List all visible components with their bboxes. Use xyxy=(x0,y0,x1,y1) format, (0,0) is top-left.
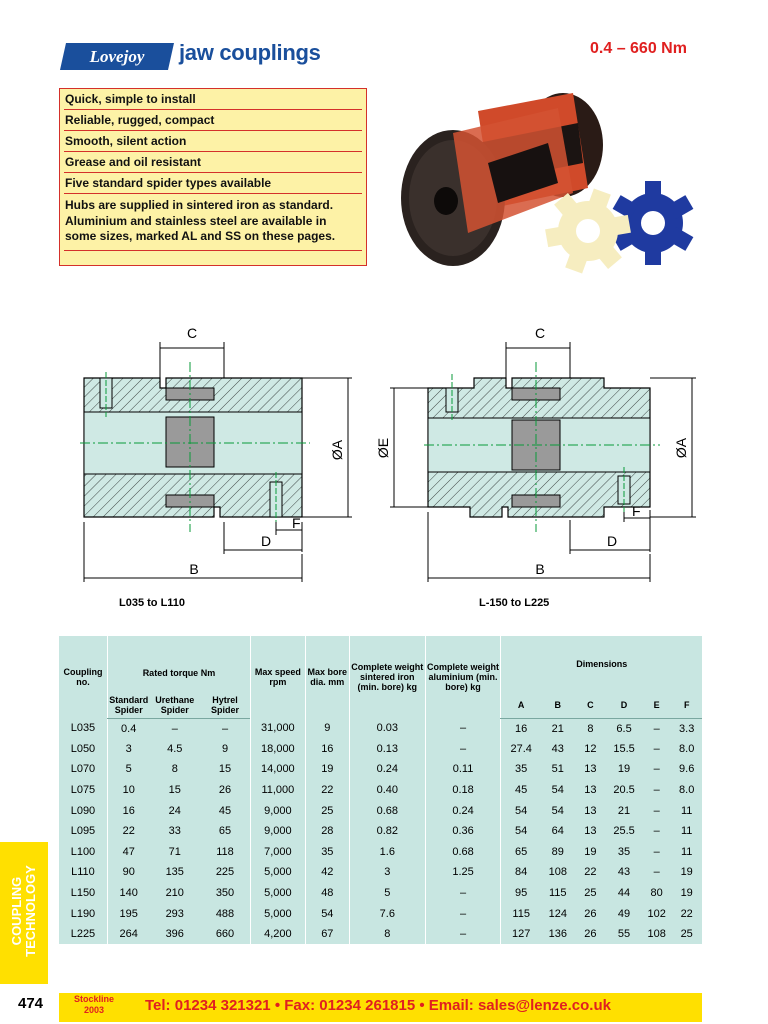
drawing-caption-right: L-150 to L225 xyxy=(479,597,550,609)
table-cell: 24 xyxy=(168,804,181,817)
table-cell: 9,000 xyxy=(251,800,306,821)
table-cell: L090 xyxy=(70,804,96,817)
table-cell: 45 xyxy=(501,780,541,801)
table-cell: 19 xyxy=(584,845,597,858)
drawing-l150-l225 xyxy=(375,322,710,584)
table-cell: 19 xyxy=(305,759,349,780)
torque-range: 0.4 – 660 Nm xyxy=(590,40,687,57)
table-cell: 21 xyxy=(551,722,564,735)
table-cell: 51 xyxy=(551,763,564,776)
table-cell: 4,200 xyxy=(251,924,306,945)
table-cell: 80 xyxy=(650,887,663,900)
table-cell: 1.25 xyxy=(425,862,501,883)
table-cell: 16 xyxy=(501,718,541,739)
dim-d-label: D xyxy=(606,533,618,549)
dim-f-label: F xyxy=(632,503,641,519)
table-cell: – xyxy=(425,739,501,760)
table-cell: 3.3 xyxy=(679,722,695,735)
table-cell: 27.4 xyxy=(501,739,541,760)
table-cell: 25.5 xyxy=(613,825,635,838)
table-row xyxy=(59,862,702,883)
table-cell: 31,000 xyxy=(251,718,306,739)
table-cell: 0.24 xyxy=(425,800,501,821)
table-cell: 3 xyxy=(349,862,425,883)
table-cell: 47 xyxy=(107,842,149,863)
col-header: E xyxy=(642,692,671,718)
table-cell: 108 xyxy=(647,928,666,941)
table-cell: 67 xyxy=(305,924,349,945)
table-cell: 13 xyxy=(584,784,597,797)
table-cell: 54 xyxy=(551,804,564,817)
col-header: D xyxy=(606,692,642,718)
table-cell: 33 xyxy=(168,825,181,838)
table-cell: 0.68 xyxy=(349,800,425,821)
table-cell: 16 xyxy=(107,800,149,821)
feature-list xyxy=(59,88,367,266)
table-cell: – xyxy=(425,924,501,945)
table-cell: – xyxy=(653,845,660,858)
table-cell: 8 xyxy=(349,924,425,945)
table-cell: – xyxy=(653,866,660,879)
table-cell: 44 xyxy=(617,887,631,900)
dim-f-label: F xyxy=(292,515,301,531)
col-header: Rated torque Nm xyxy=(107,636,250,692)
table-cell: 8 xyxy=(587,722,594,735)
table-cell: 35 xyxy=(617,845,631,858)
table-cell: 195 xyxy=(107,903,149,924)
table-cell: 140 xyxy=(107,883,149,904)
table-row xyxy=(59,821,702,842)
col-header: Max bore dia. mm xyxy=(305,636,349,718)
table-cell: 15 xyxy=(168,784,181,797)
table-cell: 54 xyxy=(501,800,541,821)
table-cell: 28 xyxy=(305,821,349,842)
table-cell: 264 xyxy=(107,924,149,945)
table-cell: 19 xyxy=(680,887,693,900)
col-header: A xyxy=(501,692,541,718)
stockline-year: 2003 xyxy=(83,1005,105,1015)
dim-b-label: B xyxy=(535,561,545,577)
dim-d-label: D xyxy=(260,533,272,549)
feature-item: Quick, simple to install xyxy=(64,89,362,110)
table-cell: 65 xyxy=(501,842,541,863)
table-cell: 108 xyxy=(548,866,567,879)
table-cell: 25 xyxy=(584,887,597,900)
table-cell: 118 xyxy=(216,845,234,858)
feature-item: Reliable, rugged, compact xyxy=(64,110,362,131)
table-cell: 49 xyxy=(617,907,631,920)
table-cell: L190 xyxy=(70,907,96,920)
table-cell: 5 xyxy=(107,759,149,780)
table-cell: 13 xyxy=(584,804,597,817)
col-header: Dimensions xyxy=(501,636,702,692)
table-cell: L225 xyxy=(70,928,96,941)
table-cell: 13 xyxy=(584,825,597,838)
table-cell: L110 xyxy=(71,866,95,879)
table-cell: 488 xyxy=(215,907,235,920)
table-cell: 8.0 xyxy=(679,742,695,755)
table-row xyxy=(59,800,702,821)
feature-item: Smooth, silent action xyxy=(64,131,362,152)
table-cell: 20.5 xyxy=(613,784,635,797)
col-header: F xyxy=(671,692,702,718)
table-cell: – xyxy=(653,825,660,838)
dim-c-label: C xyxy=(534,325,546,341)
table-cell: 0.18 xyxy=(425,780,501,801)
table-cell: 19 xyxy=(680,866,693,879)
col-header: Complete weight sintered iron (min. bore) kg xyxy=(349,636,425,718)
table-cell: 12 xyxy=(584,742,597,755)
table-cell: 22 xyxy=(584,866,597,879)
dim-c-label: C xyxy=(186,325,198,341)
table-cell: 3 xyxy=(107,739,149,760)
table-cell: 26 xyxy=(218,784,232,797)
table-cell: 115 xyxy=(501,903,541,924)
table-cell: 84 xyxy=(501,862,541,883)
stockline-badge xyxy=(68,994,120,1016)
table-cell: 10 xyxy=(107,780,149,801)
table-cell: 26 xyxy=(584,907,597,920)
table-cell: 7.6 xyxy=(349,903,425,924)
table-cell: 11 xyxy=(680,825,693,838)
table-cell: – xyxy=(653,784,660,797)
table-cell: 0.11 xyxy=(425,759,501,780)
table-cell: – xyxy=(653,742,660,755)
table-cell: L150 xyxy=(70,887,96,900)
table-cell: 95 xyxy=(501,883,541,904)
table-cell: 5 xyxy=(349,883,425,904)
table-cell: 18,000 xyxy=(251,739,306,760)
table-row xyxy=(59,842,702,863)
table-cell: 22 xyxy=(305,780,349,801)
table-cell: 0.68 xyxy=(425,842,501,863)
page-title: jaw couplings xyxy=(179,40,321,65)
table-cell: 25 xyxy=(680,928,693,941)
table-cell: 35 xyxy=(305,842,349,863)
col-header: Urethane Spider xyxy=(150,692,201,718)
table-cell: 19 xyxy=(617,763,631,776)
table-row xyxy=(59,883,702,904)
col-header: Standard Spider xyxy=(107,692,149,718)
table-cell: – xyxy=(653,722,660,735)
table-cell: – xyxy=(425,718,501,739)
table-cell: – xyxy=(425,903,501,924)
table-cell: 65 xyxy=(218,825,232,838)
table-cell: 22 xyxy=(680,907,693,920)
table-cell: 0.36 xyxy=(425,821,501,842)
table-cell: – xyxy=(221,722,229,735)
table-row xyxy=(59,759,702,780)
table-cell: 16 xyxy=(305,739,349,760)
table-cell: – xyxy=(425,883,501,904)
table-cell: 0.4 xyxy=(107,718,149,739)
table-cell: 64 xyxy=(551,825,564,838)
table-row xyxy=(59,739,702,760)
table-cell: 48 xyxy=(305,883,349,904)
contact-details: Tel: 01234 321321 • Fax: 01234 261815 • Email: sales@lenze.co.uk xyxy=(145,997,611,1014)
col-header: Coupling no. xyxy=(63,667,103,687)
col-header: Hytrel Spider xyxy=(200,692,251,718)
col-header: Max speed rpm xyxy=(251,636,306,718)
dim-e-label: ØE xyxy=(375,437,391,459)
table-cell: 89 xyxy=(551,845,564,858)
table-cell: 7,000 xyxy=(251,842,306,863)
table-cell: 136 xyxy=(548,928,567,941)
table-cell: 25 xyxy=(305,800,349,821)
table-cell: 11 xyxy=(680,804,693,817)
table-cell: 135 xyxy=(165,866,184,879)
table-cell: 43 xyxy=(617,866,631,879)
table-cell: 26 xyxy=(584,928,597,941)
table-cell: 8.0 xyxy=(679,784,695,797)
section-tab-line2: TECHNOLOGY xyxy=(23,865,38,957)
table-cell: L050 xyxy=(70,742,96,755)
table-cell: 8 xyxy=(171,763,178,776)
table-cell: 1.6 xyxy=(349,842,425,863)
table-cell: 21 xyxy=(617,804,631,817)
col-header: C xyxy=(575,692,607,718)
dim-a-label: ØA xyxy=(329,439,345,461)
table-cell: 9.6 xyxy=(679,763,695,776)
spec-table xyxy=(59,636,702,944)
table-cell: 127 xyxy=(501,924,541,945)
table-cell: 6.5 xyxy=(616,722,632,735)
page-number: 474 xyxy=(18,995,44,1012)
lovejoy-logo xyxy=(60,43,174,70)
table-cell: 13 xyxy=(584,763,597,776)
table-cell: 4.5 xyxy=(167,742,183,755)
drawing-caption-left: L035 to L110 xyxy=(119,597,186,609)
table-cell: 43 xyxy=(551,742,564,755)
table-cell: L070 xyxy=(70,763,96,776)
table-cell: L100 xyxy=(70,845,96,858)
table-cell: 5,000 xyxy=(251,883,306,904)
col-header: B xyxy=(541,692,575,718)
dim-b-label: B xyxy=(189,561,199,577)
table-cell: L075 xyxy=(70,784,96,797)
table-cell: 0.13 xyxy=(349,739,425,760)
table-cell: 660 xyxy=(215,928,235,941)
table-cell: 71 xyxy=(168,845,181,858)
table-cell: 54 xyxy=(501,821,541,842)
table-cell: 35 xyxy=(501,759,541,780)
table-cell: 14,000 xyxy=(251,759,306,780)
table-cell: 11,000 xyxy=(251,780,306,801)
table-cell: 293 xyxy=(165,907,184,920)
table-cell: 54 xyxy=(551,784,564,797)
table-cell: 5,000 xyxy=(251,862,306,883)
drawing-l035-l110 xyxy=(70,322,370,584)
table-cell: 11 xyxy=(680,845,693,858)
table-cell: 9 xyxy=(305,718,349,739)
table-cell: 45 xyxy=(218,804,232,817)
table-cell: – xyxy=(653,763,660,776)
table-cell: 350 xyxy=(215,887,235,900)
table-cell: 0.82 xyxy=(349,821,425,842)
coupling-product-photo xyxy=(398,83,698,271)
col-header: Complete weight aluminium (min. bore) kg xyxy=(425,636,501,718)
table-cell: L035 xyxy=(70,722,96,735)
table-cell: 90 xyxy=(107,862,149,883)
table-cell: 54 xyxy=(305,903,349,924)
table-cell: 0.03 xyxy=(349,718,425,739)
table-cell: 0.40 xyxy=(349,780,425,801)
table-row xyxy=(59,718,702,739)
table-row xyxy=(59,924,702,945)
table-cell: 396 xyxy=(165,928,184,941)
table-cell: 15 xyxy=(218,763,232,776)
table-cell: 9 xyxy=(221,742,229,755)
section-tab-line1: COUPLING xyxy=(9,876,24,946)
table-cell: 124 xyxy=(548,907,567,920)
brand-name: Lovejoy xyxy=(89,47,145,66)
table-cell: 55 xyxy=(617,928,631,941)
feature-item: Five standard spider types available xyxy=(64,173,362,194)
table-row xyxy=(59,903,702,924)
table-cell: 9,000 xyxy=(251,821,306,842)
table-cell: 102 xyxy=(647,907,666,920)
table-cell: – xyxy=(653,804,660,817)
feature-item: Grease and oil resistant xyxy=(64,152,362,173)
table-cell: – xyxy=(171,722,178,735)
table-cell: 225 xyxy=(215,866,235,879)
table-cell: 22 xyxy=(107,821,149,842)
table-cell: L095 xyxy=(70,825,96,838)
table-cell: 15.5 xyxy=(613,742,635,755)
table-cell: 210 xyxy=(165,887,184,900)
table-row xyxy=(59,780,702,801)
table-cell: 5,000 xyxy=(251,903,306,924)
table-cell: 0.24 xyxy=(349,759,425,780)
section-tab xyxy=(0,842,48,984)
table-cell: 115 xyxy=(548,887,567,900)
feature-item: Hubs are supplied in sintered iron as standard. Aluminium and stainless steel are available in some sizes, marked AL and SS on these pages. xyxy=(64,194,362,251)
table-cell: 42 xyxy=(305,862,349,883)
stockline-label: Stockline xyxy=(73,994,114,1004)
dim-a-label: ØA xyxy=(673,437,689,459)
